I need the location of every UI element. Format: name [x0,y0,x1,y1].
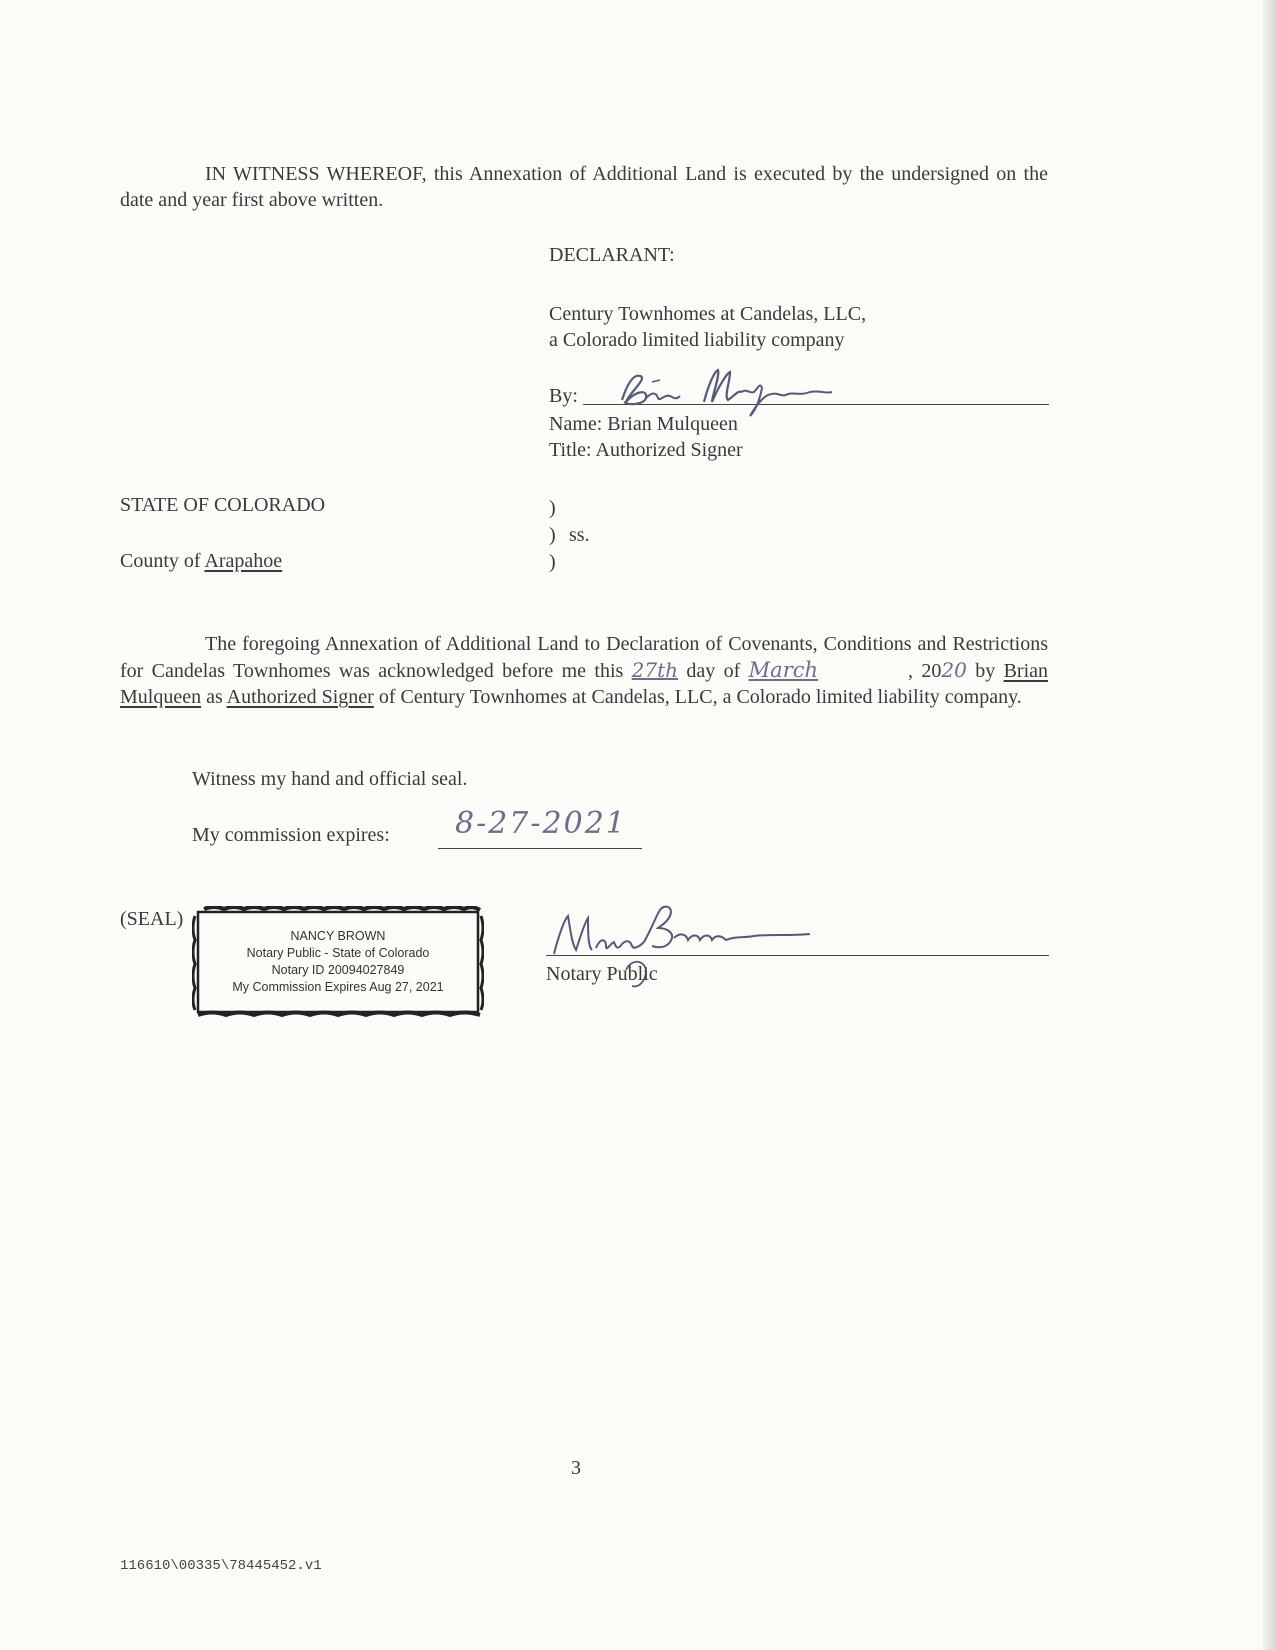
declarant-company-line2: a Colorado limited liability company [549,329,845,351]
declarant-name: Name: Brian Mulqueen [549,413,738,435]
stamp-notary-id: Notary ID 20094027849 [271,963,405,977]
acknowledgment-paragraph [120,631,1048,710]
commission-label: My commission expires: [192,824,390,846]
ack-text-2: day of [678,660,749,682]
ack-text-4: by [966,660,1004,682]
ack-signer-name: Brian Mulqueen [120,660,1049,708]
venue-paren-2: ) [549,524,556,546]
stamp-name: NANCY BROWN [290,929,386,943]
document-id: 116610\00335\78445452.v1 [120,1558,322,1574]
notary-public-label: Notary Public [546,963,658,985]
ack-year-handwritten: 20 [941,658,967,682]
stamp-expiration: My Commission Expires Aug 27, 2021 [232,980,444,994]
stamp-title: Notary Public - State of Colorado [246,946,430,960]
witness-paragraph-text: IN WITNESS WHEREOF, this Annexation of Additional Land is executed by the undersigned on the date and year first above written. [120,163,1048,211]
ack-text-5: as [201,686,227,708]
venue-paren-1: ) [549,497,556,519]
ack-text-6: of Century Townhomes at Candelas, LLC, a Colorado limited liability company. [373,686,1022,708]
county-name: Arapahoe [204,550,283,572]
commission-date-line [438,848,642,849]
ack-signer-title: Authorized Signer [226,686,374,708]
notary-stamp [192,906,484,1018]
declarant-company-line1: Century Townhomes at Candelas, LLC, [549,303,867,325]
county-label: County of [120,550,205,572]
ack-text-3: , 20 [908,660,942,682]
venue-paren-3: ) [549,551,556,573]
ack-month-handwritten: March [748,658,819,682]
page-edge [1263,0,1275,1650]
notary-stamp-text [202,928,474,996]
page-number: 3 [571,1457,581,1479]
declarant-title: Title: Authorized Signer [549,439,743,461]
by-label: By: [549,385,578,407]
venue-ss: ss. [569,524,590,546]
ack-day-handwritten: 27th [631,658,679,682]
state-label: STATE OF COLORADO [120,494,326,516]
seal-label: (SEAL) [120,908,184,930]
commission-date-handwritten: 8-27-2021 [455,806,627,841]
ack-text-1: The foregoing Annexation of Additional Land to Declaration of Covenants, Conditions and Restrictions for Candelas Townhomes was acknowledged before me this [120,633,1048,682]
county-line [120,548,282,574]
witness-seal-line: Witness my hand and official seal. [192,768,468,790]
witness-paragraph [120,161,1048,213]
declarant-heading: DECLARANT: [549,244,675,266]
